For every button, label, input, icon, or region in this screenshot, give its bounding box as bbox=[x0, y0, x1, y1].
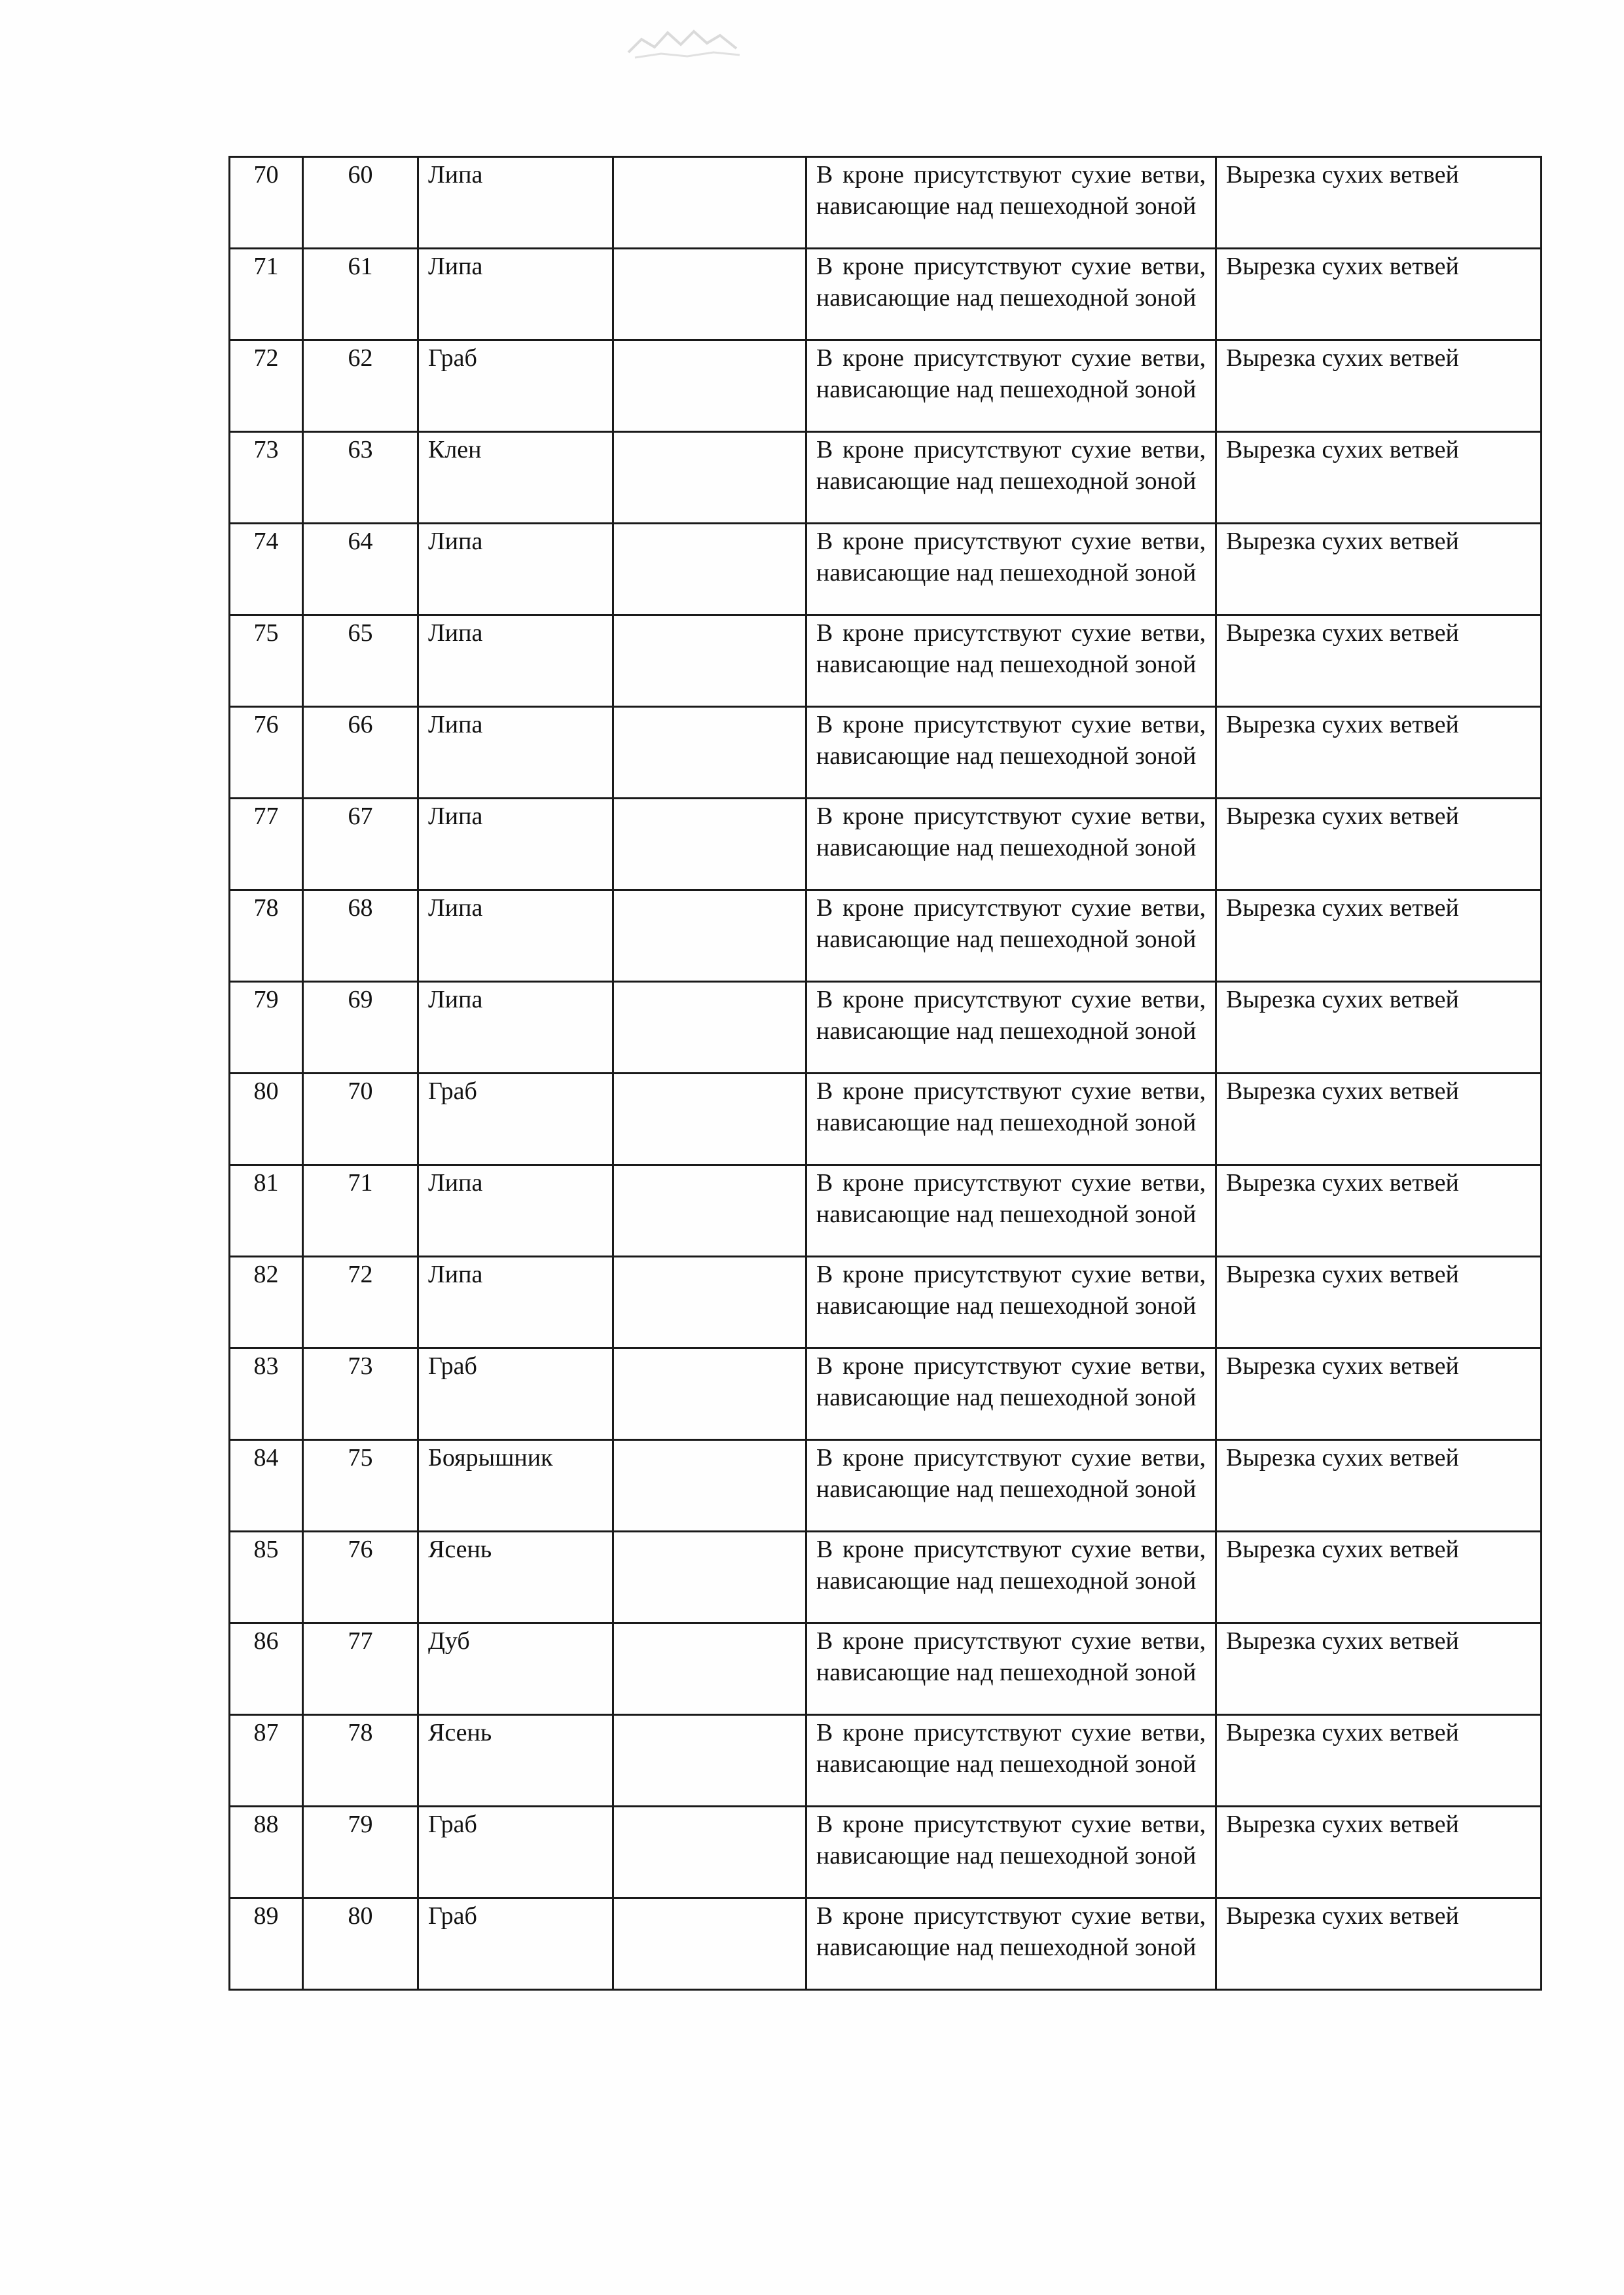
row-number-cell: 78 bbox=[230, 890, 303, 982]
species-cell: Граб bbox=[418, 340, 613, 432]
action-cell: Вырезка сухих ветвей bbox=[1216, 524, 1542, 615]
empty-cell bbox=[613, 524, 806, 615]
tree-number-cell: 72 bbox=[303, 1257, 418, 1348]
table-row bbox=[230, 1898, 1542, 1990]
empty-cell bbox=[613, 1348, 806, 1440]
row-number-cell: 88 bbox=[230, 1807, 303, 1898]
action-cell: Вырезка сухих ветвей bbox=[1216, 249, 1542, 340]
action-cell: Вырезка сухих ветвей bbox=[1216, 890, 1542, 982]
condition-cell: В кроне присутствуют сухие ветви, нависающие над пешеходной зоной bbox=[806, 432, 1216, 524]
empty-cell bbox=[613, 1532, 806, 1623]
row-number-cell: 86 bbox=[230, 1623, 303, 1715]
table-row bbox=[230, 432, 1542, 524]
row-number-cell: 73 bbox=[230, 432, 303, 524]
empty-cell bbox=[613, 1074, 806, 1165]
table-row bbox=[230, 982, 1542, 1074]
scan-stamp-mark bbox=[615, 20, 759, 65]
species-cell: Липа bbox=[418, 890, 613, 982]
tree-number-cell: 62 bbox=[303, 340, 418, 432]
action-cell: Вырезка сухих ветвей bbox=[1216, 1257, 1542, 1348]
species-cell: Липа bbox=[418, 1165, 613, 1257]
row-number-cell: 79 bbox=[230, 982, 303, 1074]
action-cell: Вырезка сухих ветвей bbox=[1216, 1074, 1542, 1165]
row-number-cell: 89 bbox=[230, 1898, 303, 1990]
condition-cell: В кроне присутствуют сухие ветви, нависающие над пешеходной зоной bbox=[806, 340, 1216, 432]
species-cell: Граб bbox=[418, 1807, 613, 1898]
tree-number-cell: 60 bbox=[303, 157, 418, 249]
empty-cell bbox=[613, 1440, 806, 1532]
table-row bbox=[230, 1074, 1542, 1165]
tree-number-cell: 80 bbox=[303, 1898, 418, 1990]
condition-cell: В кроне присутствуют сухие ветви, нависающие над пешеходной зоной bbox=[806, 1165, 1216, 1257]
table-row bbox=[230, 524, 1542, 615]
row-number-cell: 71 bbox=[230, 249, 303, 340]
condition-cell: В кроне присутствуют сухие ветви, нависающие над пешеходной зоной bbox=[806, 1257, 1216, 1348]
tree-number-cell: 66 bbox=[303, 707, 418, 799]
tree-number-cell: 78 bbox=[303, 1715, 418, 1807]
condition-cell: В кроне присутствуют сухие ветви, нависающие над пешеходной зоной bbox=[806, 615, 1216, 707]
empty-cell bbox=[613, 1715, 806, 1807]
species-cell: Липа bbox=[418, 615, 613, 707]
action-cell: Вырезка сухих ветвей bbox=[1216, 432, 1542, 524]
empty-cell bbox=[613, 249, 806, 340]
condition-cell: В кроне присутствуют сухие ветви, нависающие над пешеходной зоной bbox=[806, 1074, 1216, 1165]
table-row bbox=[230, 1257, 1542, 1348]
empty-cell bbox=[613, 615, 806, 707]
condition-cell: В кроне присутствуют сухие ветви, нависающие над пешеходной зоной bbox=[806, 799, 1216, 890]
action-cell: Вырезка сухих ветвей bbox=[1216, 1532, 1542, 1623]
action-cell: Вырезка сухих ветвей bbox=[1216, 982, 1542, 1074]
species-cell: Липа bbox=[418, 982, 613, 1074]
empty-cell bbox=[613, 1623, 806, 1715]
empty-cell bbox=[613, 1257, 806, 1348]
condition-cell: В кроне присутствуют сухие ветви, нависающие над пешеходной зоной bbox=[806, 1440, 1216, 1532]
table-row bbox=[230, 1532, 1542, 1623]
condition-cell: В кроне присутствуют сухие ветви, нависающие над пешеходной зоной bbox=[806, 1898, 1216, 1990]
empty-cell bbox=[613, 982, 806, 1074]
row-number-cell: 84 bbox=[230, 1440, 303, 1532]
condition-cell: В кроне присутствуют сухие ветви, нависающие над пешеходной зоной bbox=[806, 1348, 1216, 1440]
tree-number-cell: 79 bbox=[303, 1807, 418, 1898]
row-number-cell: 81 bbox=[230, 1165, 303, 1257]
tree-number-cell: 77 bbox=[303, 1623, 418, 1715]
species-cell: Дуб bbox=[418, 1623, 613, 1715]
row-number-cell: 83 bbox=[230, 1348, 303, 1440]
action-cell: Вырезка сухих ветвей bbox=[1216, 157, 1542, 249]
row-number-cell: 87 bbox=[230, 1715, 303, 1807]
species-cell: Липа bbox=[418, 249, 613, 340]
species-cell: Липа bbox=[418, 1257, 613, 1348]
tree-number-cell: 73 bbox=[303, 1348, 418, 1440]
empty-cell bbox=[613, 157, 806, 249]
condition-cell: В кроне присутствуют сухие ветви, нависающие над пешеходной зоной bbox=[806, 982, 1216, 1074]
table-row bbox=[230, 340, 1542, 432]
tree-inventory-table bbox=[228, 156, 1542, 1991]
species-cell: Ясень bbox=[418, 1532, 613, 1623]
condition-cell: В кроне присутствуют сухие ветви, нависающие над пешеходной зоной bbox=[806, 524, 1216, 615]
action-cell: Вырезка сухих ветвей bbox=[1216, 1348, 1542, 1440]
action-cell: Вырезка сухих ветвей bbox=[1216, 707, 1542, 799]
table-row bbox=[230, 615, 1542, 707]
action-cell: Вырезка сухих ветвей bbox=[1216, 615, 1542, 707]
empty-cell bbox=[613, 1898, 806, 1990]
empty-cell bbox=[613, 707, 806, 799]
species-cell: Липа bbox=[418, 799, 613, 890]
table-row bbox=[230, 157, 1542, 249]
tree-number-cell: 68 bbox=[303, 890, 418, 982]
empty-cell bbox=[613, 1807, 806, 1898]
table-row bbox=[230, 1807, 1542, 1898]
condition-cell: В кроне присутствуют сухие ветви, нависающие над пешеходной зоной bbox=[806, 157, 1216, 249]
tree-number-cell: 65 bbox=[303, 615, 418, 707]
table-row bbox=[230, 1440, 1542, 1532]
tree-number-cell: 76 bbox=[303, 1532, 418, 1623]
empty-cell bbox=[613, 1165, 806, 1257]
empty-cell bbox=[613, 890, 806, 982]
tree-number-cell: 69 bbox=[303, 982, 418, 1074]
table-row bbox=[230, 799, 1542, 890]
action-cell: Вырезка сухих ветвей bbox=[1216, 1623, 1542, 1715]
table-row bbox=[230, 249, 1542, 340]
species-cell: Боярышник bbox=[418, 1440, 613, 1532]
row-number-cell: 74 bbox=[230, 524, 303, 615]
table-row bbox=[230, 1165, 1542, 1257]
species-cell: Липа bbox=[418, 707, 613, 799]
condition-cell: В кроне присутствуют сухие ветви, нависающие над пешеходной зоной bbox=[806, 1807, 1216, 1898]
species-cell: Граб bbox=[418, 1348, 613, 1440]
action-cell: Вырезка сухих ветвей bbox=[1216, 1165, 1542, 1257]
table-row bbox=[230, 1715, 1542, 1807]
action-cell: Вырезка сухих ветвей bbox=[1216, 799, 1542, 890]
row-number-cell: 80 bbox=[230, 1074, 303, 1165]
tree-number-cell: 75 bbox=[303, 1440, 418, 1532]
row-number-cell: 82 bbox=[230, 1257, 303, 1348]
table-row bbox=[230, 1348, 1542, 1440]
row-number-cell: 76 bbox=[230, 707, 303, 799]
empty-cell bbox=[613, 432, 806, 524]
condition-cell: В кроне присутствуют сухие ветви, нависающие над пешеходной зоной bbox=[806, 1623, 1216, 1715]
tree-number-cell: 61 bbox=[303, 249, 418, 340]
action-cell: Вырезка сухих ветвей bbox=[1216, 1898, 1542, 1990]
condition-cell: В кроне присутствуют сухие ветви, нависающие над пешеходной зоной bbox=[806, 1532, 1216, 1623]
table-body bbox=[230, 157, 1542, 1990]
species-cell: Клен bbox=[418, 432, 613, 524]
condition-cell: В кроне присутствуют сухие ветви, нависающие над пешеходной зоной bbox=[806, 1715, 1216, 1807]
action-cell: Вырезка сухих ветвей bbox=[1216, 1715, 1542, 1807]
tree-number-cell: 63 bbox=[303, 432, 418, 524]
species-cell: Граб bbox=[418, 1074, 613, 1165]
row-number-cell: 85 bbox=[230, 1532, 303, 1623]
species-cell: Липа bbox=[418, 524, 613, 615]
species-cell: Ясень bbox=[418, 1715, 613, 1807]
condition-cell: В кроне присутствуют сухие ветви, нависающие над пешеходной зоной bbox=[806, 707, 1216, 799]
row-number-cell: 72 bbox=[230, 340, 303, 432]
row-number-cell: 70 bbox=[230, 157, 303, 249]
tree-number-cell: 71 bbox=[303, 1165, 418, 1257]
action-cell: Вырезка сухих ветвей bbox=[1216, 1807, 1542, 1898]
tree-number-cell: 67 bbox=[303, 799, 418, 890]
action-cell: Вырезка сухих ветвей bbox=[1216, 340, 1542, 432]
condition-cell: В кроне присутствуют сухие ветви, нависающие над пешеходной зоной bbox=[806, 890, 1216, 982]
row-number-cell: 75 bbox=[230, 615, 303, 707]
tree-number-cell: 70 bbox=[303, 1074, 418, 1165]
row-number-cell: 77 bbox=[230, 799, 303, 890]
empty-cell bbox=[613, 799, 806, 890]
condition-cell: В кроне присутствуют сухие ветви, нависающие над пешеходной зоной bbox=[806, 249, 1216, 340]
action-cell: Вырезка сухих ветвей bbox=[1216, 1440, 1542, 1532]
tree-number-cell: 64 bbox=[303, 524, 418, 615]
table-row bbox=[230, 707, 1542, 799]
empty-cell bbox=[613, 340, 806, 432]
table-row bbox=[230, 1623, 1542, 1715]
table-row bbox=[230, 890, 1542, 982]
species-cell: Граб bbox=[418, 1898, 613, 1990]
species-cell: Липа bbox=[418, 157, 613, 249]
